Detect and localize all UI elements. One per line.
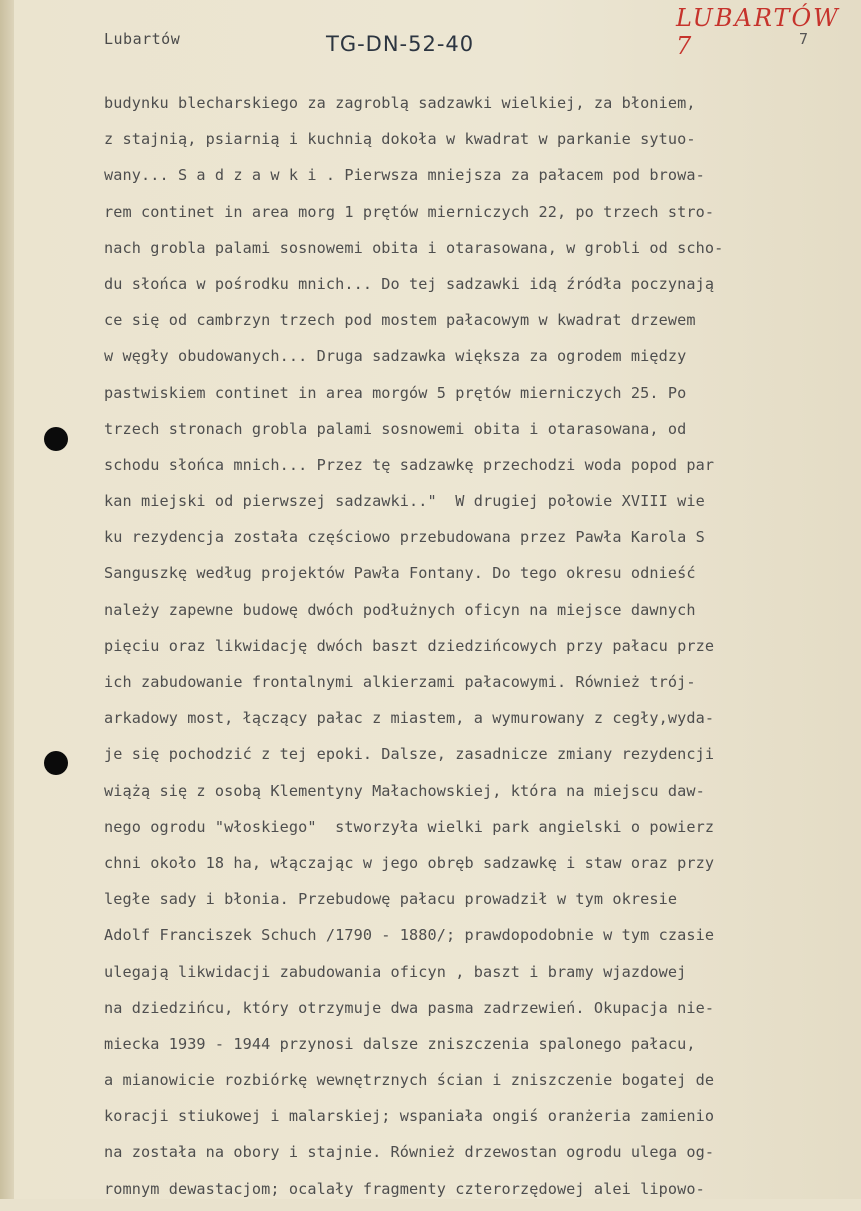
text-line: na została na obory i stajnie. Również drzewostan ogrodu ulega og- <box>104 1143 715 1162</box>
document-code: TG-DN-52-40 <box>326 32 475 56</box>
text-line: schodu słońca mnich... Przez tę sadzawkę przechodzi woda popod par <box>104 455 715 474</box>
text-line: z stajnią, psiarnią i kuchnią dokoła w kwadrat w parkanie sytuo- <box>104 130 696 149</box>
text-line: trzech stronach grobla palami sosnowemi obita i otarasowana, od <box>104 419 687 438</box>
text-line: wiążą się z osobą Klementyny Małachowskiej, która na miejscu daw- <box>104 781 705 800</box>
text-line: nego ogrodu "włoskiego" stworzyła wielki park angielski o powierz <box>104 817 715 836</box>
text-line: je się pochodzić z tej epoki. Dalsze, zasadnicze zmiany rezydencji <box>104 745 715 764</box>
typewritten-body <box>104 89 861 1211</box>
text-line: pastwiskiem continet in area morgów 5 prętów mierniczych 25. Po <box>104 383 687 402</box>
text-line: ległe sady i błonia. Przebudowę pałacu prowadził w tym okresie <box>104 890 678 909</box>
text-line: miecka 1939 - 1944 przynosi dalsze zniszczenia spalonego pałacu, <box>104 1034 696 1053</box>
text-line: du słońca w pośrodku mnich... Do tej sadzawki idą źródła poczynają <box>104 274 715 293</box>
text-line: budynku blecharskiego za zagroblą sadzawki wielkiej, za błoniem, <box>104 94 696 112</box>
text-line: kan miejski od pierwszej sadzawki.." W drugiej połowie XVIII wie <box>104 492 705 511</box>
text-line: wany... S a d z a w k i . Pierwsza mniejsza za pałacem pod browa- <box>104 166 705 185</box>
text-line: koracji stiukowej i malarskiej; wspaniała ongiś oranżeria zamienio <box>104 1107 715 1126</box>
text-line: pięciu oraz likwidację dwóch baszt dziedzińcowych przy pałacu prze <box>104 636 715 655</box>
text-line: na dziedzińcu, który otrzymuje dwa pasma zadrzewień. Okupacja nie- <box>104 998 715 1017</box>
text-line: ku rezydencja została częściowo przebudowana przez Pawła Karola S <box>104 528 705 547</box>
page-edge-shadow <box>0 0 14 1199</box>
text-line: ce się od cambrzyn trzech pod mostem pałacowym w kwadrat drzewem <box>104 311 696 330</box>
text-line: ulegają likwidacji zabudowania oficyn , baszt i bramy wjazdowej <box>104 962 687 981</box>
text-line: arkadowy most, łączący pałac z miastem, a wymurowany z cegły,wyda- <box>104 709 715 728</box>
text-line: ich zabudowanie frontalnymi alkierzami pałacowymi. Również trój- <box>104 673 696 691</box>
text-line: a mianowicie rozbiórkę wewnętrznych ścian i zniszczenie bogatej de <box>104 1071 715 1090</box>
text-line: nach grobla palami sosnowemi obita i otarasowana, w grobli od scho- <box>104 238 724 257</box>
punch-hole-icon <box>44 751 68 775</box>
text-line: należy zapewne budowę dwóch podłużnych oficyn na miejsce dawnych <box>104 600 696 619</box>
handwritten-stamp: LUBARTÓW 7 <box>676 4 840 60</box>
text-line: w węgły obudowanych... Druga sadzawka większa za ogrodem między <box>104 347 687 366</box>
text-line: rem continet in area morg 1 prętów mierniczych 22, po trzech stro- <box>104 202 715 221</box>
header-place-name: Lubartów <box>104 30 181 48</box>
text-line: chni około 18 ha, włączając w jego obręb sadzawkę i staw oraz przy <box>104 853 715 872</box>
text-line: Sanguszkę według projektów Pawła Fontany. Do tego okresu odnieść <box>104 564 696 583</box>
page-number: 7 <box>799 30 809 48</box>
text-line: romnym dewastacjom; ocalały fragmenty czterorzędowej alei lipowo- <box>104 1179 705 1198</box>
text-line: Adolf Franciszek Schuch /1790 - 1880/; prawdopodobnie w tym czasie <box>104 926 715 945</box>
punch-hole-icon <box>44 427 68 451</box>
